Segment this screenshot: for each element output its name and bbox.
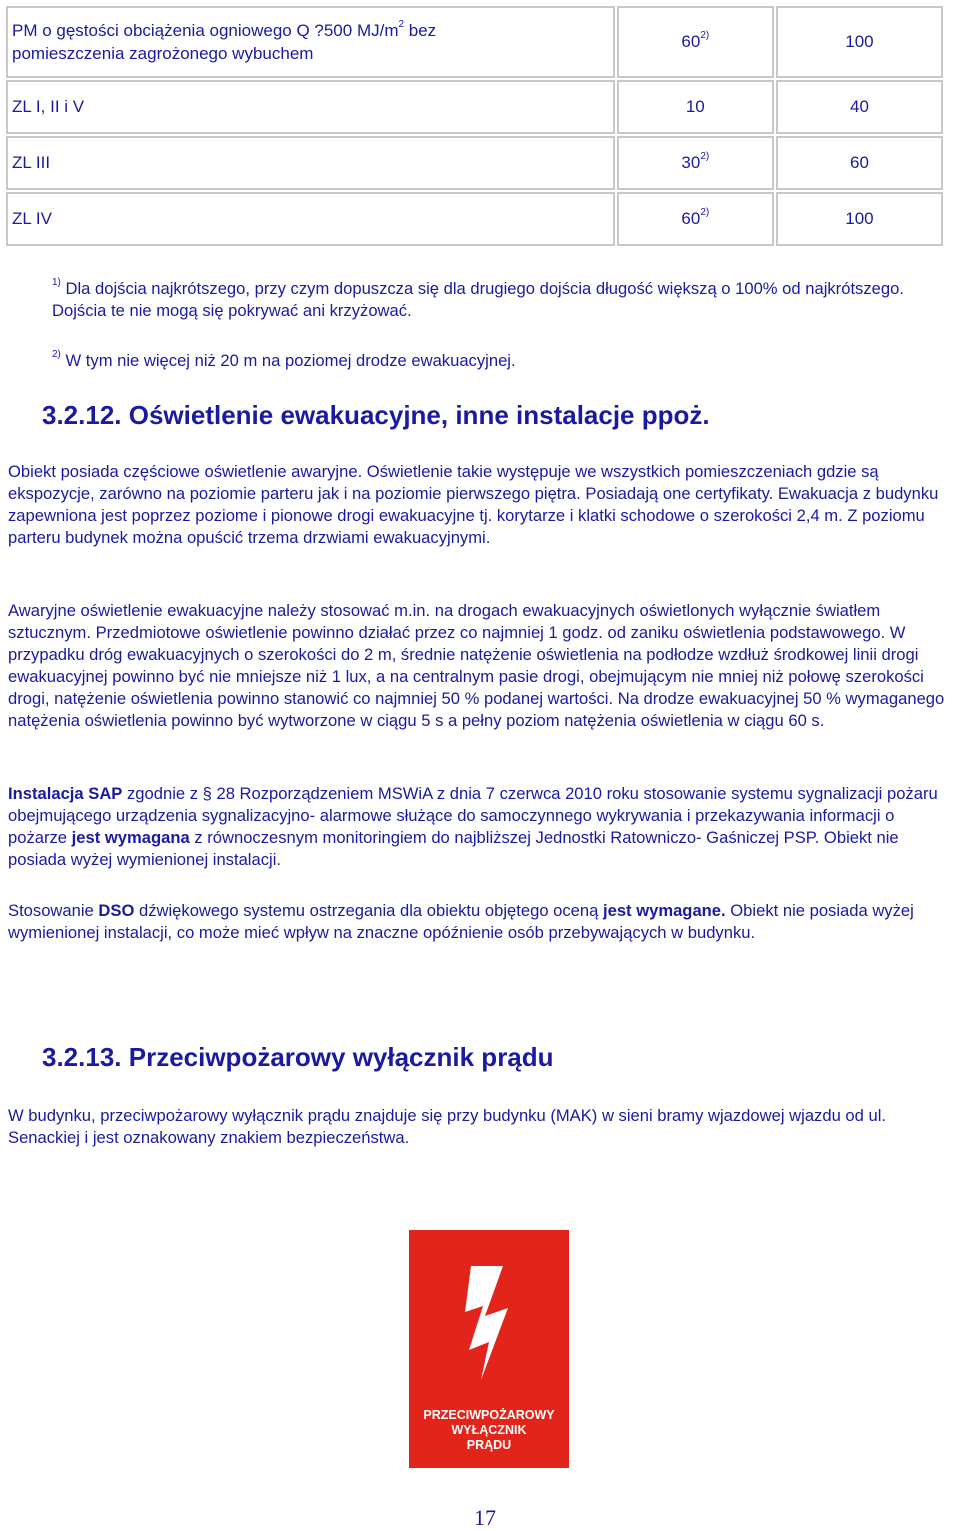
table-row [6,6,943,78]
section-heading-3-2-13: 3.2.13. Przeciwpożarowy wyłącznik prądu [42,1042,554,1072]
table-cell-label: ZL IV [6,192,615,246]
fire-power-switch-sign [409,1230,569,1468]
table-cell-value: 10 [617,80,774,134]
table-cell-value: 30$^{2)}$ [617,136,774,190]
table-row [6,136,943,190]
table-cell-label: ZL III [6,136,615,190]
footnote-2: $^{2)}$ W tym nie więcej niż 20 m na poziomej drodze ewakuacyjnej. [52,349,516,370]
paragraph: Awaryjne oświetlenie ewakuacyjne należy stosować m.in. na drogach ewakuacyjnych oświetlonych wyłącznie światłem sztucznym. Przedmiotowe oświetlenie powinno działać przez co najmniej 1 godz. od zaniku oświetlenia podstawowego. W przypadku dróg ewakuacyjnych o szerokości do 2 m, średnie natężenie oświetlenia na podłodze wzdłuż środkowej linii drogi ewakuacyjnej powinno być nie mniejsze niż 1 lux, a na centralnym pasie drogi, obejmującym nie mniej niż połowę szerokości drogi, natężenie oświetlenia powinno stanowić co najmniej 50 % podanej wartości. Na drodze ewakuacyjnej 50 % wymaganego natężenia oświetlenia powinno być wytworzone w ciągu 5 s a pełny poziom natężenia oświetlenia w ciągu 60 s. [8,601,945,730]
table-row [6,80,943,134]
lightning-bolt-icon [409,1230,569,1400]
table-cell-label: PM o gęstości obciążenia ogniowego Q ?500 $MJ/m^2$ bez pomieszczenia zagrożonego wybuchem [6,6,615,78]
section-heading-3-2-12: 3.2.12. Oświetlenie ewakuacyjne, inne instalacje ppoż. [42,400,710,430]
table-cell-label: ZL I, II i V [6,80,615,134]
table-cell-value: 100 [776,6,943,78]
fire-resistance-table [4,4,945,248]
table-cell-value: 40 [776,80,943,134]
table-row [6,192,943,246]
table-cell-value: 60$^{2)}$ [617,6,774,78]
sign-caption: PRZECIWPOŻAROWY WYŁĄCZNIK PRĄDU [423,1408,555,1452]
paragraph: Obiekt posiada częściowe oświetlenie awaryjne. Oświetlenie takie występuje we wszystkich pomieszczeniach gdzie są ekspozycje, zarówno na poziomie parteru jak i na poziomie pierwszego piętra. Posiadają one certyfikaty. Ewakuacja z budynku zapewniona jest poprzez poziome i pionowe drogi ewakuacyjne tj. korytarze i klatki schodowe o szerokości 2,4 m. Z poziomu parteru budynek można opuścić trzema drzwiami ewakuacyjnymi. [8,462,939,547]
page-number: 17 [474,1505,496,1530]
paragraph: W budynku, przeciwpożarowy wyłącznik prądu znajduje się przy budynku (MAK) w sieni bramy wjazdowej wjazdu od ul. Senackiej i jest oznakowany znakiem bezpieczeństwa. [8,1106,887,1147]
table-cell-value: 60$^{2)}$ [617,192,774,246]
paragraph-dso: Stosowanie DSO dźwiękowego systemu ostrzegania dla obiektu objętego oceną jest wymagane. Obiekt nie posiada wyżej wymienionej instalacji, co może mieć wpływ na znaczne opóźnienie osób przebywających w budynku. [8,901,914,942]
table-cell-value: 60 [776,136,943,190]
footnote-1: $^{1)}$ Dla dojścia najkrótszego, przy czym dopuszcza się dla drugiego dojścia długość większą o 100% od najkrótszego. Dojścia te nie mogą się pokrywać ani krzyżować. [52,277,904,320]
paragraph-sap: Instalacja SAP zgodnie z § 28 Rozporządzeniem MSWiA z dnia 7 czerwca 2010 roku stosowanie systemu sygnalizacji pożaru obejmującego urządzenia sygnalizacyjno- alarmowe służące do samoczynnego wykrywania i przekazywania informacji o pożarze jest wymagana z równoczesnym monitoringiem do najbliższej Jednostki Ratowniczo- Gaśniczej PSP. Obiekt nie posiada wyżej wymienionej instalacji. [8,784,938,869]
table-cell-value: 100 [776,192,943,246]
